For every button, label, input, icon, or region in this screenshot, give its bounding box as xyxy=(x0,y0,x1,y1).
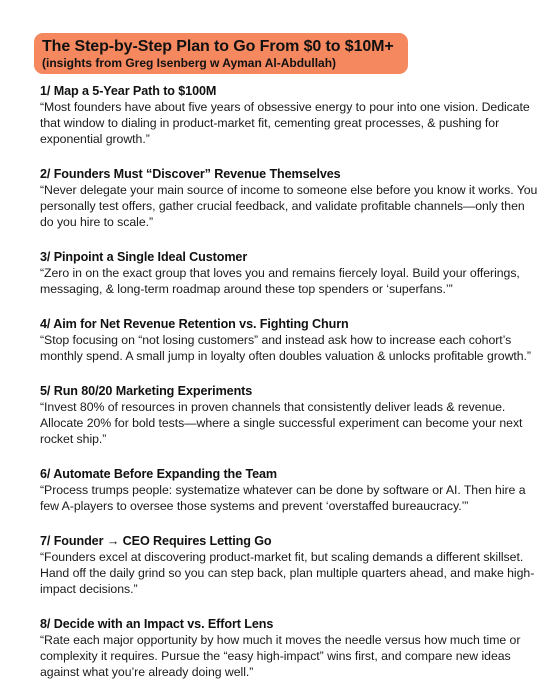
step-heading: 4/ Aim for Net Revenue Retention vs. Fighting Churn xyxy=(40,317,349,331)
step-heading: 8/ Decide with an Impact vs. Effort Lens xyxy=(40,617,274,631)
step-quote: “Founders excel at discovering product-market fit, but scaling demands a different skillset. Hand off the daily grind so you can step back, plan multiple quarters ahead, and make high-impact decisions.” xyxy=(40,550,535,596)
step-quote: “Most founders have about five years of obsessive energy to pour into one vision. Dedicate that window to dialing in product-market fit, cementing great processes, & pushing for exponential growth.” xyxy=(40,100,530,146)
step-quote: “Never delegate your main source of income to someone else before you know it works. You personally test offers, gather crucial feedback, and validate profitable channels—only then do you hire to scale.” xyxy=(40,183,538,229)
step-3 xyxy=(40,249,540,297)
step-quote: “Process trumps people: systematize whatever can be done by software or AI. Then hire a few A-players to oversee those systems and prevent ‘overstaffed bureaucracy.’” xyxy=(40,483,526,513)
step-heading: 1/ Map a 5-Year Path to $100M xyxy=(40,84,217,98)
title-banner xyxy=(34,33,408,74)
page-title: The Step-by-Step Plan to Go From $0 to $10M+ xyxy=(42,38,394,55)
step-heading: 5/ Run 80/20 Marketing Experiments xyxy=(40,384,253,398)
step-quote: “Rate each major opportunity by how much it moves the needle versus how much time or complexity it requires. Pursue the “easy high-impact” wins first, and compare new ideas against what you’re already doing well.” xyxy=(40,633,521,679)
step-heading: 2/ Founders Must “Discover” Revenue Themselves xyxy=(40,167,341,181)
step-quote: “Invest 80% of resources in proven channels that consistently deliver leads & revenue. Allocate 20% for bold tests—where a single successful experiment can become your next rocket ship.” xyxy=(40,400,523,446)
step-7 xyxy=(40,533,540,597)
step-quote: “Zero in on the exact group that loves you and remains fiercely loyal. Build your offerings, messaging, & long-term roadmap around these top spenders or ‘superfans.’” xyxy=(40,266,520,296)
step-8 xyxy=(40,616,540,680)
step-heading: 3/ Pinpoint a Single Ideal Customer xyxy=(40,250,248,264)
steps-list xyxy=(40,83,540,699)
step-2 xyxy=(40,166,540,230)
step-5 xyxy=(40,383,540,447)
step-heading: 7/ Founder → CEO Requires Letting Go xyxy=(40,534,272,548)
step-4 xyxy=(40,316,540,364)
step-quote: “Stop focusing on “not losing customers” and instead ask how to increase each cohort’s monthly spend. A small jump in loyalty often doubles valuation & unlocks profitable growth.” xyxy=(40,333,531,363)
step-heading: 6/ Automate Before Expanding the Team xyxy=(40,467,278,481)
step-6 xyxy=(40,466,540,514)
page-subtitle: (insights from Greg Isenberg w Ayman Al-Abdullah) xyxy=(42,56,337,70)
step-1 xyxy=(40,83,540,147)
